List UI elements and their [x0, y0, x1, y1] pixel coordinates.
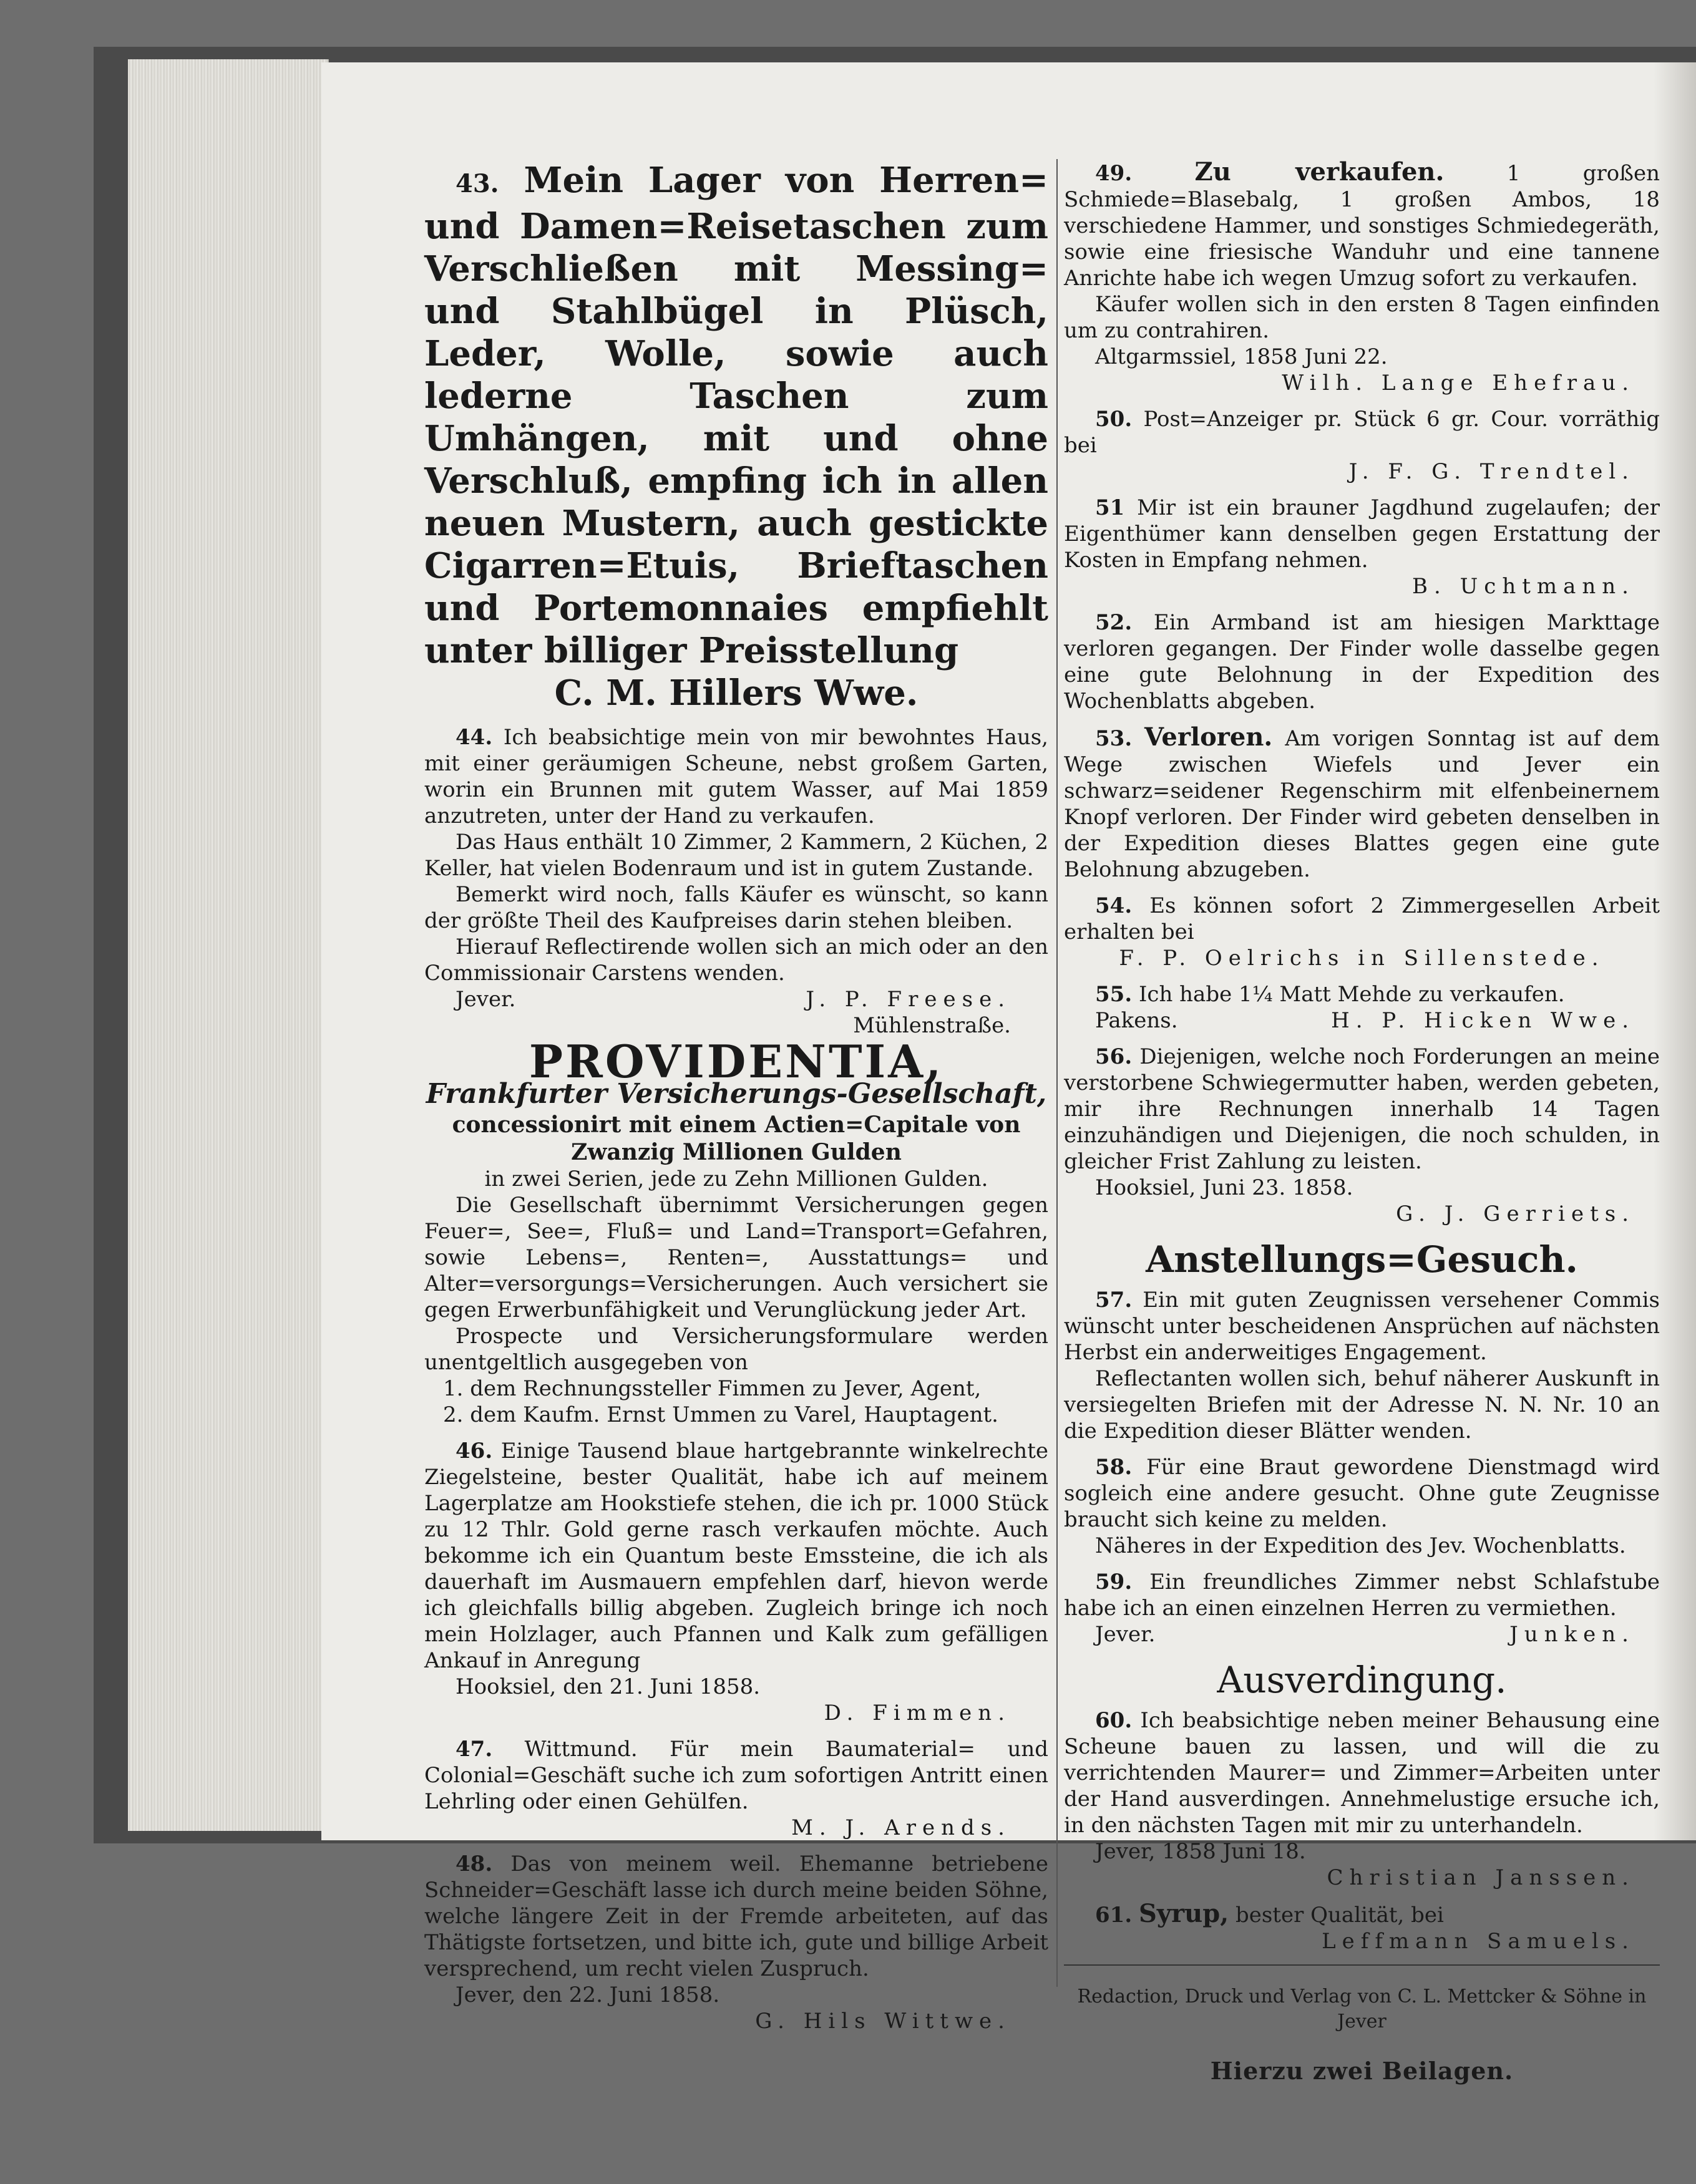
- ad-number: 53.: [1095, 726, 1133, 751]
- ad-place: Hooksiel, den 21. Juni 1858.: [456, 1674, 761, 1699]
- ad-signature: H. P. Hicken Wwe.: [1331, 1008, 1635, 1033]
- ad-47: [424, 1736, 1048, 1841]
- agent-item: 2. dem Kaufm. Ernst Ummen zu Varel, Hauptagent.: [443, 1402, 998, 1427]
- ad-text: Ich beabsichtige neben meiner Behausung eine Scheune bauen zu lassen, und will die zu verrichtenden Maurer= und Zimmer=Arbeiten unter der Hand ausverdingen. Annehmelustige ersuche ich, in den nächsten Tagen mit mir zu unterhandeln.: [1064, 1708, 1660, 1838]
- ad-title: Syrup,: [1138, 1899, 1229, 1928]
- ad-signature: M. J. Arends.: [791, 1815, 1011, 1840]
- ad-51: [1064, 495, 1660, 599]
- ad-signature: Leffmann Samuels.: [1322, 1929, 1635, 1954]
- section-heading-anstellung: Anstellungs=Gesuch.: [1146, 1238, 1578, 1281]
- providentia-series: in zwei Serien, jede zu Zehn Millionen Gulden.: [484, 1167, 988, 1191]
- ad-53: [1064, 724, 1660, 883]
- page-curl-shadow: [1654, 62, 1696, 1840]
- ad-50: [1064, 406, 1660, 485]
- column-divider: [1056, 159, 1058, 1987]
- agent-item: 1. dem Rechnungssteller Fimmen zu Jever, Agent,: [443, 1376, 982, 1401]
- ad-number: 44.: [456, 725, 493, 750]
- ad-signature: F. P. Oelrichs in Sillenstede.: [1119, 946, 1605, 971]
- ad-text: Ein Armband ist am hiesigen Markttage verloren gegangen. Der Finder wolle dasselbe gegen eine gute Belohnung in der Expedition des Wochenblatts abgeben.: [1064, 610, 1660, 714]
- ad-59: [1064, 1569, 1660, 1648]
- ad-providentia: [424, 1035, 1048, 1428]
- ad-paragraph: Das Haus enthält 10 Zimmer, 2 Kammern, 2 Küchen, 2 Keller, hat vielen Bodenraum und ist in gutem Zustande.: [424, 830, 1048, 881]
- ad-number: 57.: [1095, 1288, 1133, 1313]
- ad-52: [1064, 609, 1660, 714]
- ad-place: Jever.: [456, 987, 516, 1012]
- ad-number: 55.: [1095, 982, 1133, 1007]
- ad-paragraph: Hierauf Reflectirende wollen sich an mich oder an den Commissionair Carstens wenden.: [424, 934, 1048, 986]
- ad-49: [1064, 159, 1660, 396]
- ad-number: 59.: [1095, 1570, 1133, 1594]
- ad-signature: Christian Janssen.: [1327, 1865, 1635, 1890]
- ad-text: Ein mit guten Zeugnissen versehener Commis wünscht unter bescheidenen Ansprüchen auf nächsten Herbst ein anderweitiges Engagement.: [1064, 1288, 1660, 1365]
- ad-54: [1064, 893, 1660, 971]
- ad-place: Pakens.: [1095, 1008, 1178, 1033]
- providentia-headline: PROVIDENTIA,: [529, 1035, 944, 1088]
- ad-paragraph: Bemerkt wird noch, falls Käufer es wünscht, so kann der größte Theil des Kaufpreises darin stehen bleiben.: [424, 882, 1048, 933]
- ad-title: Zu verkaufen.: [1194, 157, 1445, 187]
- ad-number: 47.: [456, 1737, 493, 1762]
- section-heading-ausverdingung: Ausverdingung.: [1217, 1659, 1507, 1701]
- ad-number: 50.: [1095, 407, 1133, 432]
- ad-text: Diejenigen, welche noch Forderungen an meine verstorbene Schwiegermutter haben, werden gebeten, mir ihre Rechnungen innerhalb 14 Tagen einzuhändigen und Diejenigen, die noch schulden, in gleicher Frist Zahlung zu leisten.: [1064, 1044, 1660, 1174]
- ad-46: [424, 1438, 1048, 1726]
- ad-place: Jever, den 22. Juni 1858.: [456, 1983, 720, 2007]
- ad-number: 49.: [1095, 161, 1133, 186]
- ad-signature: Wilh. Lange Ehefrau.: [1282, 371, 1635, 396]
- ad-text: Mein Lager von Herren= und Damen=Reisetaschen zum Verschließen mit Messing= und Stahlbügel in Plüsch, Leder, Wolle, sowie auch lederne Taschen zum Umhängen, mit und ohne Verschluß, empfing ich in allen neuen Mustern, auch gestickte Cigarren=Etuis, Brieftaschen und Portemonnaies empfiehlt unter billiger Preisstellung: [424, 160, 1048, 671]
- ad-number: 52.: [1095, 610, 1133, 635]
- ad-text: Es können sofort 2 Zimmergesellen Arbeit erhalten bei: [1064, 893, 1660, 944]
- ad-text: 1 großen Schmiede=Blasebalg, 1 großen Ambos, 18 verschiedene Hammer, und sonstiges Schmiedegeräth, sowie eine friesische Wanduhr und eine tannene Anrichte habe ich wegen Umzug sofort zu verkaufen.: [1064, 161, 1660, 291]
- ad-48: [424, 1851, 1048, 2034]
- ad-number: 46.: [456, 1439, 493, 1463]
- left-column: [424, 159, 1048, 2044]
- imprint: Redaction, Druck und Verlag von C. L. Mettcker & Söhne in Jever: [1077, 1986, 1647, 2032]
- ad-61: [1064, 1901, 1660, 1954]
- ad-signature: J. F. G. Trendtel.: [1348, 459, 1635, 484]
- ad-number: 43.: [456, 169, 499, 198]
- ad-60: [1064, 1707, 1660, 1891]
- ad-signature: G. Hils Wittwe.: [755, 2009, 1011, 2034]
- ad-55: [1064, 981, 1660, 1034]
- ad-signature: G. J. Gerriets.: [1396, 1201, 1635, 1226]
- supplement-note: Hierzu zwei Beilagen.: [1210, 2057, 1514, 2085]
- ad-58: [1064, 1454, 1660, 1559]
- ad-paragraph: Die Gesellschaft übernimmt Versicherungen gegen Feuer=, See=, Fluß= und Land=Transport=Gefahren, sowie Lebens=, Renten=, Ausstattungs= und Alter=versorgungs=Versicherungen. Auch versichert sie gegen Erwerbunfähigkeit und Verunglückung jeder Art.: [424, 1193, 1048, 1323]
- ad-paragraph: Käufer wollen sich in den ersten 8 Tagen einfinden um zu contrahiren.: [1064, 292, 1660, 343]
- ad-text: Das von meinem weil. Ehemanne betriebene Schneider=Geschäft lasse ich durch meine beiden Söhne, welche längere Zeit in der Fremde arbeiteten, auf das Thätigste fortsetzen, und bitte ich, gute und billige Arbeit versprechend, um recht vielen Zuspruch.: [424, 1852, 1048, 1981]
- ad-street: Mühlenstraße.: [853, 1013, 1011, 1038]
- providentia-capital: concessionirt mit einem Actien=Capitale von Zwanzig Millionen Gulden: [452, 1112, 1021, 1165]
- ad-text: Einige Tausend blaue hartgebrannte winkelrechte Ziegelsteine, bester Qualität, habe ich auf meinem Lagerplatze am Hookstiefe stehen, die ich pr. 1000 Stück zu 12 Thlr. Gold gerne rasch verkaufen möchte. Auch bekomme ich ein Quantum beste Emssteine, die ich als dauerhaft im Ausmauern empfehlen darf, hievon werde ich gleichfalls billig abgeben. Zugleich bringe ich noch mein Holzlager, auch Pfannen und Kalk zum gefälligen Ankauf in Anregung: [424, 1439, 1048, 1673]
- ad-56: [1064, 1044, 1660, 1227]
- ad-number: 56.: [1095, 1044, 1133, 1069]
- ad-number: 54.: [1095, 893, 1133, 918]
- ad-text: Mir ist ein brauner Jagdhund zugelaufen; der Eigenthümer kann denselben gegen Erstattung der Kosten in Empfang nehmen.: [1064, 495, 1660, 573]
- ad-57: [1064, 1287, 1660, 1444]
- ad-title: Verloren.: [1144, 722, 1273, 752]
- ad-44: [424, 724, 1048, 1039]
- book-page-edges: [128, 59, 329, 1831]
- ad-signature: J. P. Freese.: [806, 987, 1011, 1012]
- ad-number: 60.: [1095, 1708, 1133, 1733]
- ad-signature: D. Fimmen.: [824, 1701, 1011, 1725]
- ad-text: Ich habe 1¼ Matt Mehde zu verkaufen.: [1138, 982, 1565, 1007]
- ad-place: Hooksiel, Juni 23. 1858.: [1095, 1175, 1353, 1200]
- ad-place: Jever.: [1095, 1622, 1156, 1647]
- ad-signature: C. M. Hillers Wwe.: [554, 672, 919, 714]
- ad-text: Am vorigen Sonntag ist auf dem Wege zwischen Wiefels und Jever ein schwarz=seidener Regenschirm mit elfenbeinernem Knopf verloren. Der Finder wird gebeten denselben in der Expedition dieses Blattes gegen eine gute Belohnung abzugeben.: [1064, 726, 1660, 882]
- ad-text: Ich beabsichtige mein von mir bewohntes Haus, mit einer geräumigen Scheune, nebst großem Garten, worin ein Brunnen mit gutem Wasser, auf Mai 1859 anzutreten, unter der Hand zu verkaufen.: [424, 725, 1048, 828]
- ad-paragraph: Näheres in der Expedition des Jev. Wochenblatts.: [1095, 1533, 1626, 1558]
- ad-number: 51: [1095, 495, 1125, 520]
- ad-number: 58.: [1095, 1455, 1133, 1480]
- ad-number: 48.: [456, 1852, 493, 1876]
- ad-signature: Junken.: [1509, 1622, 1635, 1647]
- ad-paragraph: Reflectanten wollen sich, behuf näherer Auskunft in versiegelten Briefen mit der Adresse N. N. Nr. 10 an die Expedition dieser Blätter wenden.: [1064, 1366, 1660, 1444]
- ad-text: Ein freundliches Zimmer nebst Schlafstube habe ich an einen einzelnen Herren zu vermiethen.: [1064, 1570, 1660, 1621]
- ad-paragraph: Prospecte und Versicherungsformulare werden unentgeltlich ausgegeben von: [424, 1324, 1048, 1375]
- ad-43: [424, 159, 1048, 714]
- footer-rule: [1064, 1964, 1660, 1966]
- ad-number: 61.: [1095, 1903, 1133, 1928]
- ad-text: Wittmund. Für mein Baumaterial= und Colonial=Geschäft suche ich zum sofortigen Antritt einen Lehrling oder einen Gehülfen.: [424, 1737, 1049, 1814]
- ad-text: bester Qualität, bei: [1235, 1903, 1444, 1928]
- right-column: [1064, 159, 1660, 2108]
- ad-text: Post=Anzeiger pr. Stück 6 gr. Cour. vorräthig bei: [1064, 407, 1660, 458]
- ad-place: Jever, 1858 Juni 18.: [1095, 1839, 1306, 1864]
- providentia-subtitle: Frankfurter Versicherungs-Gesellschaft,: [426, 1078, 1047, 1110]
- ad-signature: B. Uchtmann.: [1412, 574, 1635, 599]
- ad-place: Altgarmssiel, 1858 Juni 22.: [1095, 344, 1388, 369]
- ad-text: Für eine Braut gewordene Dienstmagd wird sogleich eine andere gesucht. Ohne gute Zeugnisse braucht sich keine zu melden.: [1064, 1455, 1660, 1532]
